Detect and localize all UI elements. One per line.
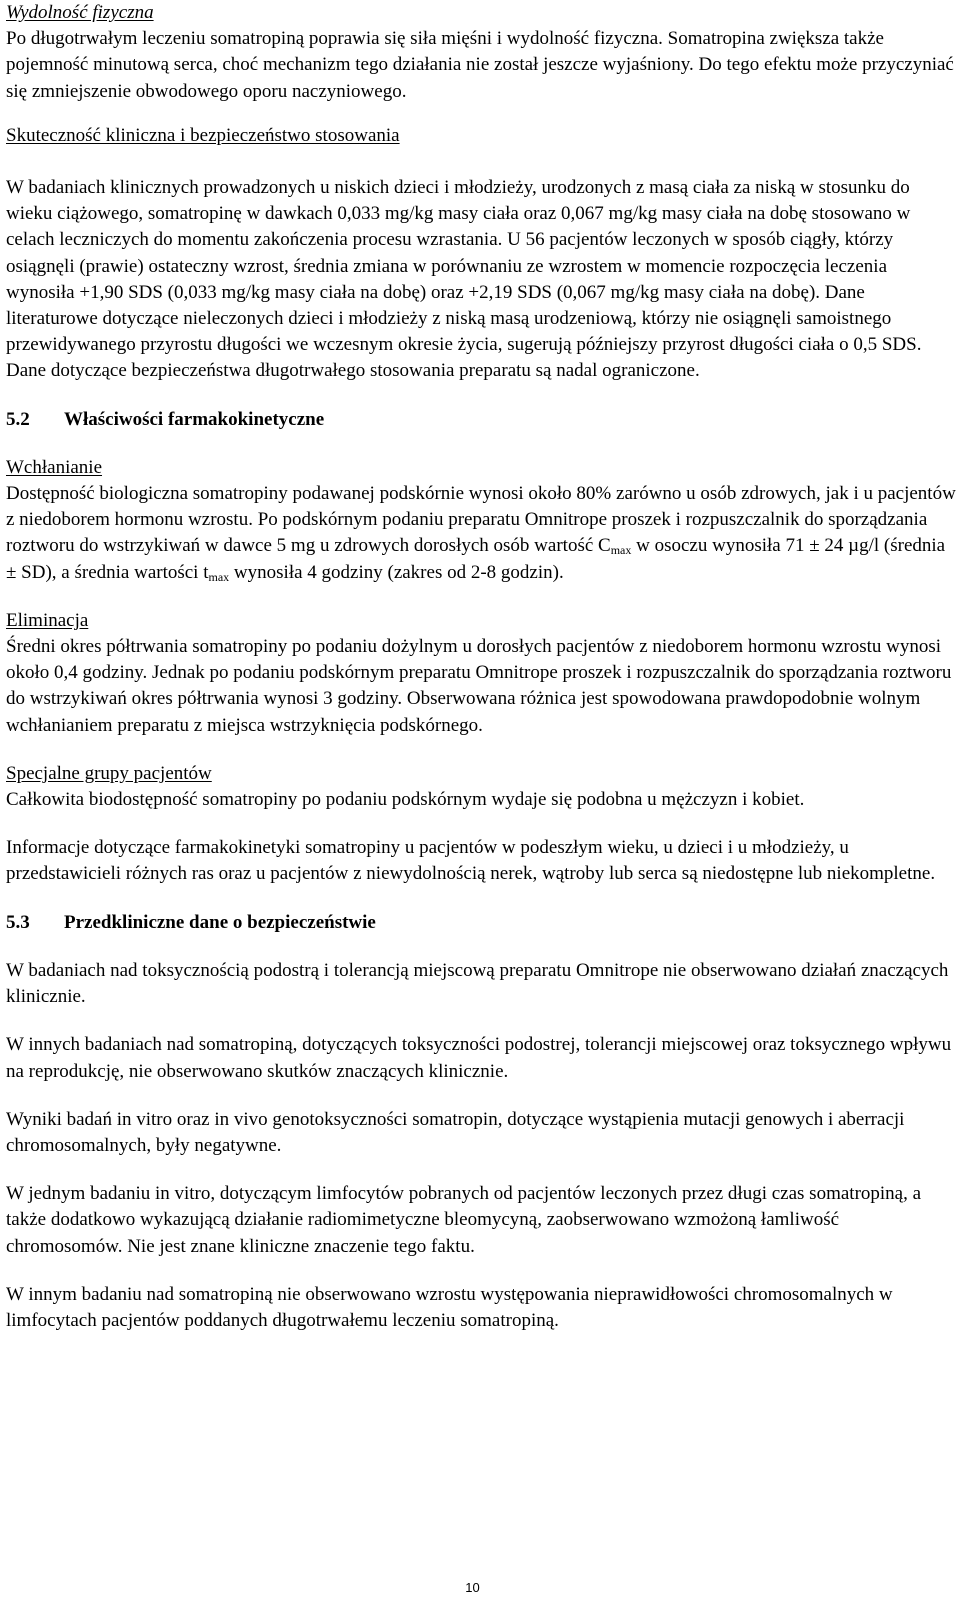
wchlanianie-paragraph	[6, 481, 956, 586]
tmax-subscript: max	[208, 569, 230, 584]
wchlanianie-text-3: wynosiła 4 godziny (zakres od 2-8 godzin).	[229, 561, 564, 583]
przedkliniczne-paragraph-4: W jednym badaniu in vitro, dotyczącym limfocytów pobranych od pacjentów leczonych przez długi czas somatropiną, a także dodatkowo wykazującą działanie radiomimetyczne bleomycyną, zaobserwowano wzmożoną łamliwość chromosomów. Nie jest znane kliniczne znaczenie tego faktu.	[6, 1183, 922, 1257]
wchlanianie-text-1: Dostępność biologiczna somatropiny podawanej podskórnie wynosi około 80% zarówno u osób zdrowych, jak i u pacjentów z niedoborem hormonu wzrostu. Po podskórnym podaniu preparatu Omnitrope proszek i rozpuszczalnik do sporządzania roztworu do wstrzykiwań w dawce 5 mg u zdrowych dorosłych osób wartość C	[6, 483, 956, 557]
przedkliniczne-paragraph-2: W innych badaniach nad somatropiną, dotyczących toksyczności podostrej, tolerancji miejscowej oraz toksycznego wpływu na reprodukcję, nie obserwowano skutków znaczących klinicznie.	[6, 1034, 952, 1082]
eliminacja-heading: Eliminacja	[6, 609, 89, 631]
cmax-subscript: max	[610, 543, 632, 558]
wchlanianie-heading: Wchłanianie	[6, 456, 103, 478]
section-5-3-number: 5.3	[6, 911, 30, 933]
wchlanianie-text-2: w osoczu wynosiła 71 ± 24 µg/l (średnia ± SD), a średnia wartości t	[6, 535, 946, 583]
specjalne-paragraph-1: Całkowita biodostępność somatropiny po podaniu podskórnym wydaje się podobna u mężczyzn i kobiet.	[6, 789, 805, 811]
skutecznosc-paragraph: W badaniach klinicznych prowadzonych u niskich dzieci i młodzieży, urodzonych z masą ciała za niską w stosunku do wieku ciążowego, somatropinę w dawkach 0,033 mg/kg masy ciała oraz 0,067 mg/kg masy ciała na dobę stosowano w celach leczniczych do momentu zakończenia procesu wzrastania. U 56 pacjentów leczonych w sposób ciągły, którzy osiągnęli (prawie) ostateczny wzrost, średnia zmiana w porównaniu ze wzrostem w momencie rozpoczęcia leczenia wynosiła +1,90 SDS (0,033 mg/kg masy ciała na dobę) oraz +2,19 SDS (0,067 mg/kg masy ciała na dobę). Dane literaturowe dotyczące nieleczonych dzieci i młodzieży z niską masą urodzeniową, którzy nie osiągnęli samoistnego przewidywanego przyrostu długości we wczesnym okresie życia, sugerują późniejszy przyrost długości ciała o 0,5 SDS. Dane dotyczące bezpieczeństwa długotrwałego stosowania preparatu są nadal ograniczone.	[6, 177, 922, 382]
section-5-2-title: Właściwości farmakokinetyczne	[64, 408, 325, 430]
section-5-2-heading	[6, 407, 956, 433]
section-5-2-number: 5.2	[6, 408, 30, 430]
specjalne-paragraph-2: Informacje dotyczące farmakokinetyki somatropiny u pacjentów w podeszłym wieku, u dzieci i u młodzieży, u przedstawicieli różnych ras oraz u pacjentów z niewydolnością nerek, wątroby lub serca są niedostępne lub niekompletne.	[6, 837, 936, 885]
przedkliniczne-paragraph-1: W badaniach nad toksycznością podostrą i tolerancją miejscową preparatu Omnitrope nie obserwowano działań znaczących klinicznie.	[6, 959, 949, 1008]
wydolnosc-heading: Wydolność fizyczna	[6, 2, 154, 23]
section-5-3-heading	[6, 910, 956, 936]
skutecznosc-heading: Skuteczność kliniczna i bezpieczeństwo stosowania	[6, 124, 400, 146]
wydolnosc-paragraph: Po długotrwałym leczeniu somatropiną poprawia się siła mięśni i wydolność fizyczna. Somatropina zwiększa także pojemność minutową serca, choć mechanizm tego działania nie został jeszcze wyjaśniony. Do tego efektu może przyczyniać się zmniejszenie obwodowego oporu naczyniowego.	[6, 28, 954, 102]
przedkliniczne-paragraph-5: W innym badaniu nad somatropiną nie obserwowano wzrostu występowania nieprawidłowości chromosomalnych w limfocytach pacjentów poddanych długotrwałemu leczeniu somatropiną.	[6, 1283, 893, 1331]
specjalne-heading: Specjalne grupy pacjentów	[6, 762, 212, 784]
przedkliniczne-paragraph-3: Wyniki badań in vitro oraz in vivo genotoksyczności somatropin, dotyczące wystąpienia mutacji genowych i aberracji chromosomalnych, były negatywne.	[6, 1108, 905, 1156]
eliminacja-paragraph: Średni okres półtrwania somatropiny po podaniu dożylnym u dorosłych pacjentów z niedoborem hormonu wzrostu wynosi około 0,4 godziny. Jednak po podaniu podskórnym preparatu Omnitrope proszek i rozpuszczalnik do sporządzania roztworu do wstrzykiwań okres półtrwania wynosi 3 godziny. Obserwowana różnica jest spowodowana prawdopodobnie wolnym wchłanianiem preparatu z miejsca wstrzyknięcia podskórnego.	[6, 636, 952, 736]
page-number: 10	[465, 1580, 480, 1595]
section-5-3-title: Przedkliniczne dane o bezpieczeństwie	[64, 911, 376, 933]
document-page	[6, 0, 956, 1334]
